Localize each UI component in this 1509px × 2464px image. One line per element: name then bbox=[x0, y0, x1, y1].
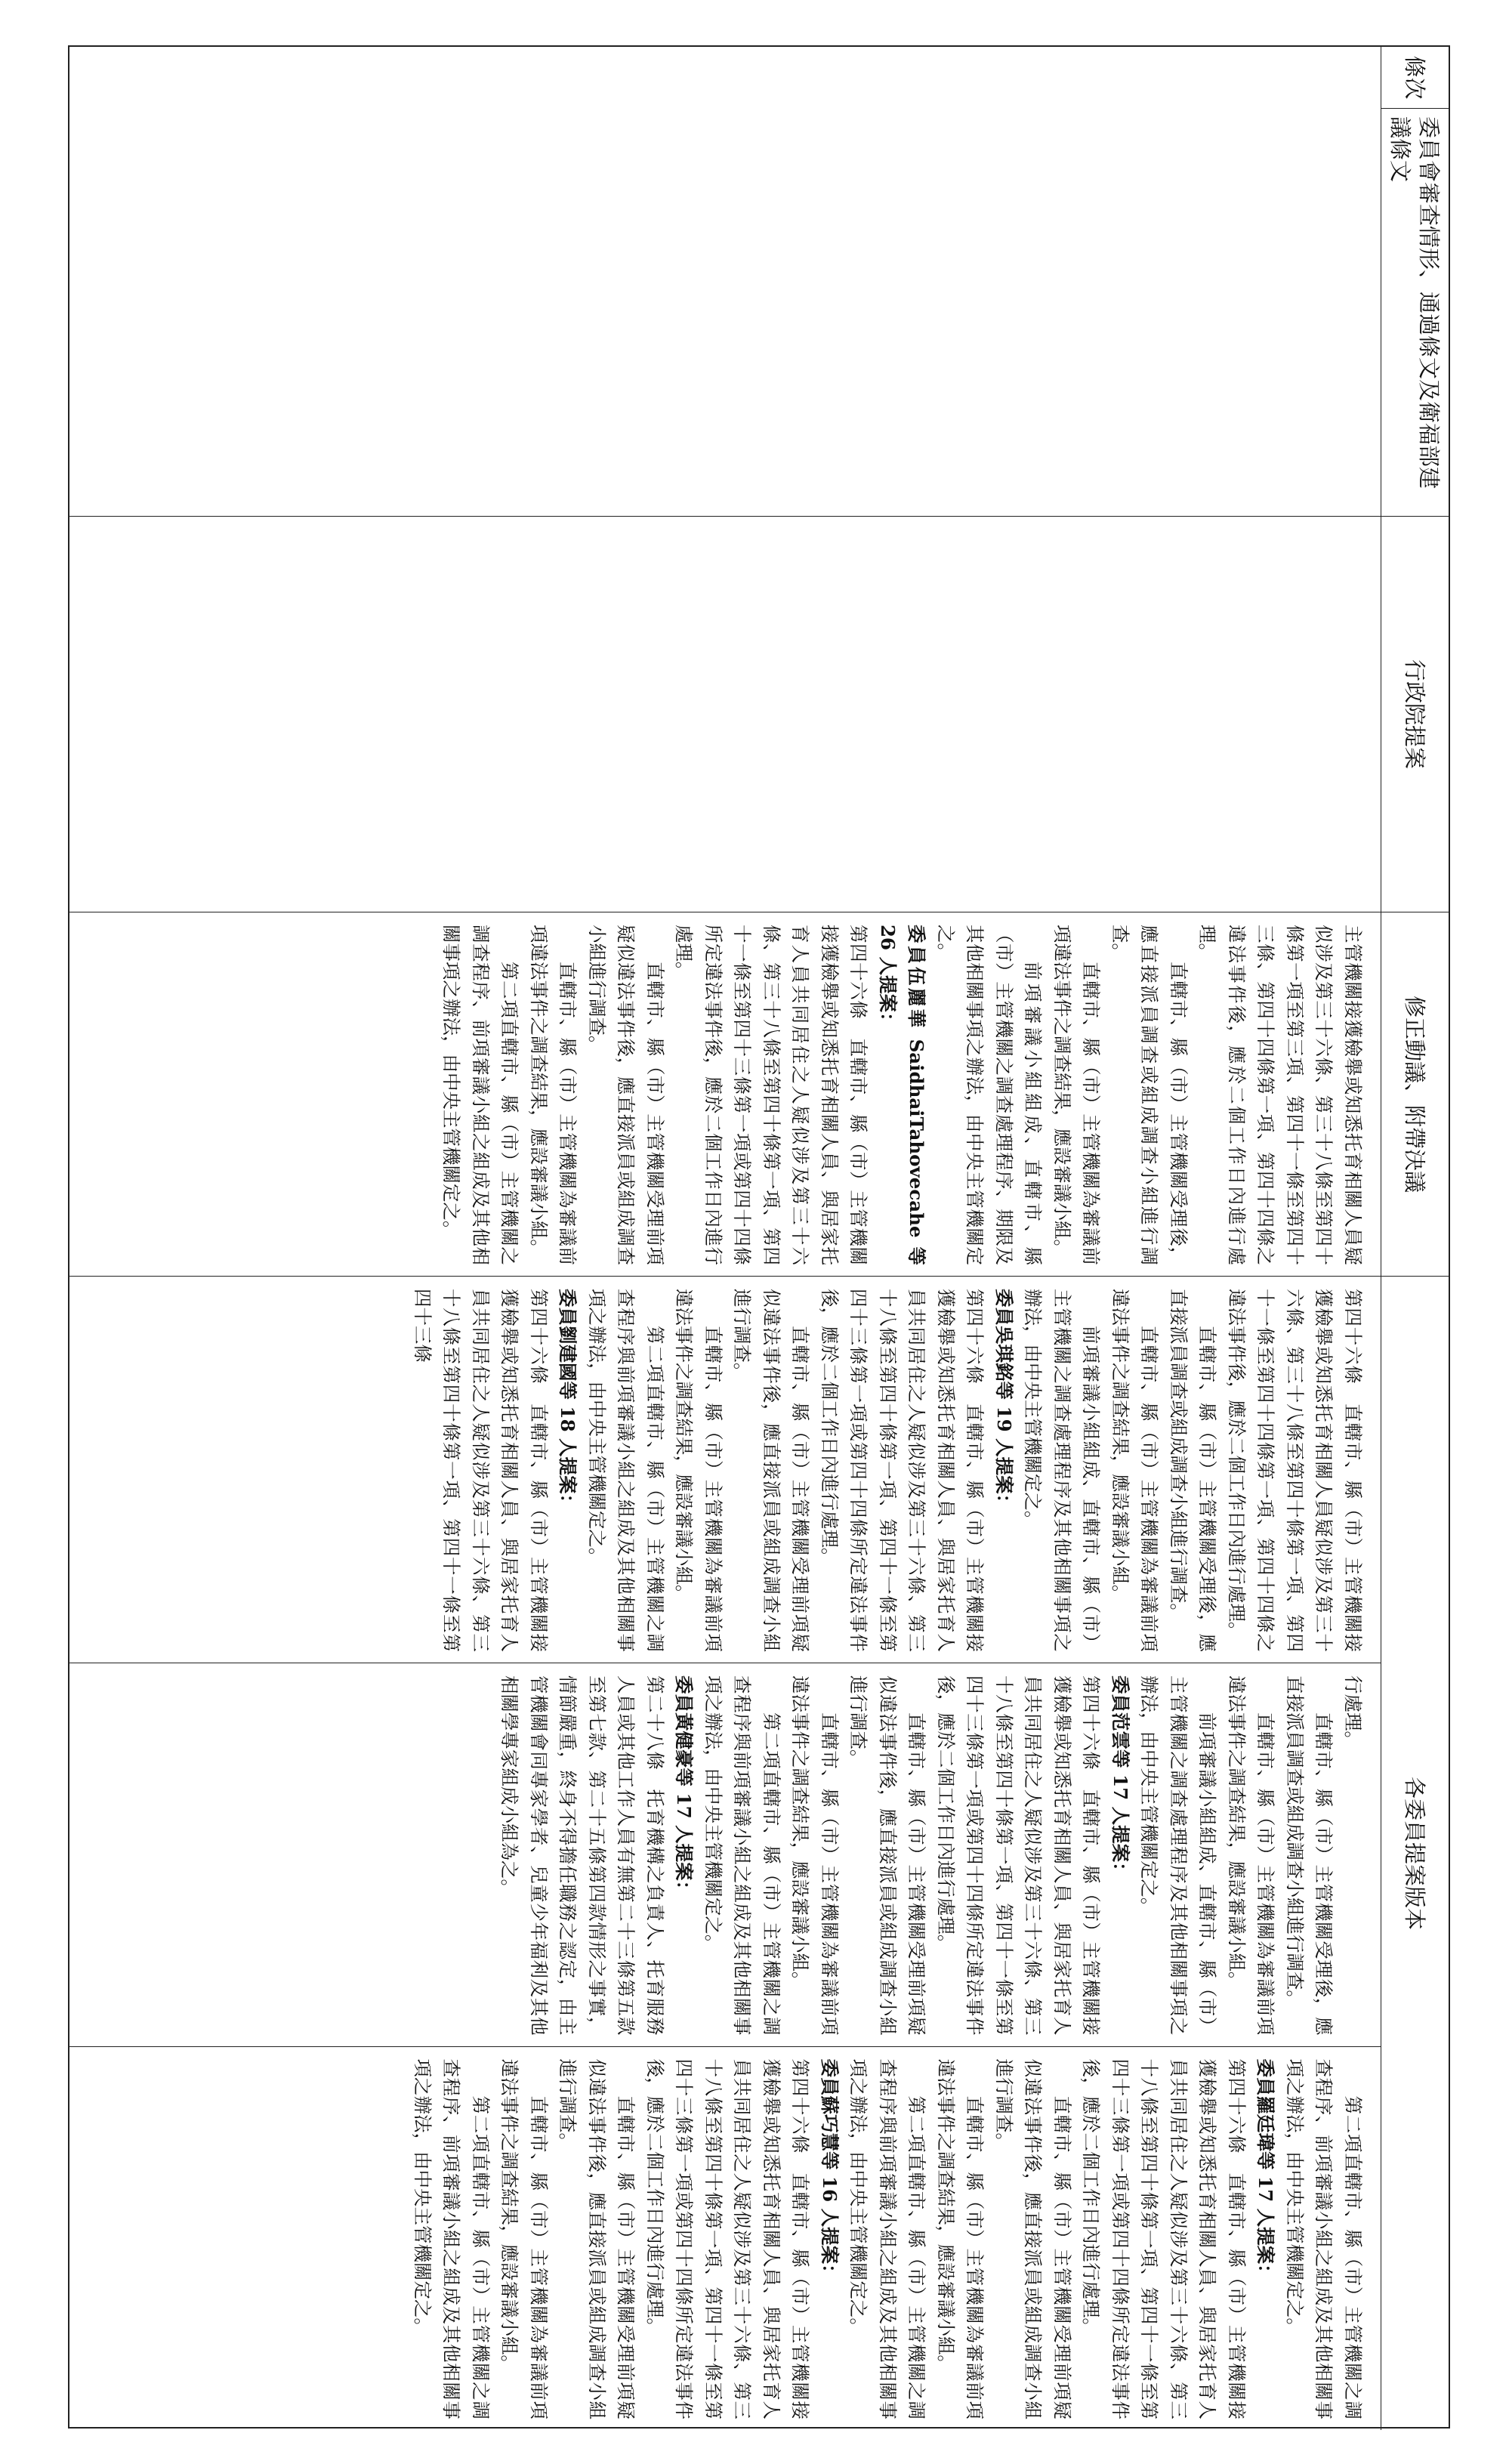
provision-paragraph: 直轄市、縣（市）主管機關受理後，應直接派員調查或組成調查小組進行調查。 bbox=[1284, 1675, 1335, 2036]
proposer-heading: 委員羅廷瑋等 17 人提案： bbox=[1254, 2058, 1277, 2283]
proposer-heading: 委員吳琪銘等 19 人提案： bbox=[993, 1289, 1015, 1513]
header-proposals: 各委員提案版本 bbox=[1381, 1277, 1449, 2430]
provision-paragraph: 第四十六條 直轄市、縣（市）主管機關接獲檢舉或知悉托育相關人員疑似涉及第三十六條、第三十八條至第四十條第一項、第四十一條至第四十四條第一項、第四十四條之違法事件後，應於二個工作日內進行處理。 bbox=[1226, 1289, 1364, 1652]
provision-paragraph: 第二項直轄市、縣（市）主管機關之調查程序、前項審議小組之組成及其他相關事項之辦法，由中央主管機關定之。 bbox=[1284, 2058, 1364, 2419]
provision-paragraph: 直轄市、縣（市）主管機關受理後，應直接派員調查或組成調查小組進行調查。 bbox=[1168, 1289, 1219, 1652]
provision-paragraph: 直轄市、縣（市）主管機關為審議前項違法事件之調查結果，應設審議小組。 bbox=[1051, 925, 1103, 1265]
provision-paragraph: 直轄市、縣（市）主管機關為審議前項違法事件之調查結果，應設審議小組。 bbox=[935, 2058, 986, 2419]
header-committee: 委員會審查情形、通過條文及衛福部建議條文 bbox=[1381, 109, 1449, 517]
provision-paragraph: 前項審議小組組成、直轄市、縣（市）主管機關之調查處理程序及其他相關事項之辦法，由中央主管機關定之。 bbox=[1022, 1289, 1103, 1652]
provision-paragraph: 直轄市、縣（市）主管機關受理前項疑似違法事件後，應直接派員或組成調查小組進行調查。 bbox=[586, 925, 666, 1265]
proposer-heading: 委員蘇巧慧等 16 人提案： bbox=[819, 2058, 841, 2283]
provision-paragraph: 第四十六條 直轄市、縣（市）主管機關接獲檢舉或知悉托育相關人員、與居家托育人員共同居住之人疑似涉及第三十六條、第三十八條至第四十條第一項、第四十一條至第四十三條第一項或第四十四條所定違法事件後，應於二個工作日內進行處理。 bbox=[644, 2058, 812, 2419]
proposal-column-1 bbox=[69, 912, 1381, 1277]
provision-paragraph: 前項審議小組組成、直轄市、縣（市）主管機關之調查處理程序及其他相關事項之辦法，由中央主管機關定之。 bbox=[1138, 1675, 1219, 2036]
provision-paragraph: 直轄市、縣（市）主管機關為審議前項違法事件之調查結果，應設審議小組。 bbox=[789, 1675, 841, 2036]
provision-paragraph: 第四十六條 直轄市、縣（市）主管機關接獲檢舉或知悉托育相關人員、與居家托育人員共同居住之人疑似涉及第三十六條、第三十八條至第四十條第一項、第四十一條至第四十三條第一項或第四十四條所定違法事件後，應於二個工作日內進行處理。 bbox=[673, 925, 870, 1265]
proposer-heading: 委員范雲等 17 人提案： bbox=[1109, 1675, 1131, 1881]
proposal-column-3 bbox=[69, 1663, 1381, 2047]
provision-paragraph: 直轄市、縣（市）主管機關為審議前項違法事件之調查結果，應設審議小組。 bbox=[1226, 1675, 1277, 2036]
executive-cell bbox=[69, 517, 1381, 912]
provision-paragraph: 直轄市、縣（市）主管機關為審議前項違法事件之調查結果，應設審議小組。 bbox=[673, 1289, 724, 1652]
proposer-heading: 委員劉建國等 18 人提案： bbox=[557, 1289, 579, 1513]
provision-paragraph: 第二項直轄市、縣（市）主管機關之調查程序與前項審議小組之組成及其他相關事項之辦法，由中央主管機關定之。 bbox=[586, 1289, 666, 1652]
provision-paragraph: 第二項直轄市、縣（市）主管機關之調查程序與前項審議小組之組成及其他相關事項之辦法，由中央主管機關定之。 bbox=[847, 2058, 928, 2419]
provision-paragraph: 第四十六條 直轄市、縣（市）主管機關接獲檢舉或知悉托育相關人員、與居家托育人員共同居住之人疑似涉及第三十六條、第三十八條至第四十條第一項、第四十一條至第四十三條第一項或第四十四條所定違法事件後，應於二個工作日內進行處理。 bbox=[1080, 2058, 1248, 2419]
provision-paragraph: 直轄市、縣（市）主管機關為審議前項違法事件之調查結果，應設審議小組。 bbox=[498, 2058, 550, 2419]
proposal-column-2 bbox=[69, 1277, 1381, 1663]
provision-paragraph: 直轄市、縣（市）主管機關受理後，應直接派員調查或組成調查小組進行調查。 bbox=[1109, 925, 1190, 1265]
comparison-table bbox=[68, 45, 1450, 2428]
proposal-columns-3-4 bbox=[69, 1663, 1381, 2430]
provision-paragraph: 直轄市、縣（市）主管機關受理前項疑似違法事件後，應直接派員或組成調查小組進行調查。 bbox=[993, 2058, 1073, 2419]
provision-paragraph: 直轄市、縣（市）主管機關為審議前項違法事件之調查結果，應設審議小組。 bbox=[528, 925, 579, 1265]
proposer-heading: 委員伍麗華 SaidhaiTahovecahe 等 26 人提案： bbox=[877, 925, 928, 1265]
proposal-column-4 bbox=[69, 2047, 1381, 2431]
provision-paragraph: 第二項直轄市、縣（市）主管機關之調查程序與前項審議小組之組成及其他相關事項之辦法，由中央主管機關定之。 bbox=[702, 1675, 782, 2036]
article-cell bbox=[69, 47, 1381, 109]
provision-paragraph: 行處理。 bbox=[1342, 1675, 1364, 1749]
provision-paragraph: 直轄市、縣（市）主管機關受理前項疑似違法事件後，應直接派員或組成調查小組進行調查。 bbox=[557, 2058, 637, 2419]
header-amendment: 修正動議、附帶決議 bbox=[1381, 912, 1449, 1277]
provision-paragraph: 第四十六條 直轄市、縣（市）主管機關接獲檢舉或知悉托育相關人員、與居家托育人員共同居住之人疑似涉及第三十六條、第三十八條至第四十條第一項、第四十一條至第四十三條第一項或第四十四條所定違法事件後，應於二個工作日內進行處理。 bbox=[935, 1675, 1103, 2036]
provision-paragraph: 主管機關接獲檢舉或知悉托育相關人員疑似涉及第三十六條、第三十八條至第四十條第一項至第三項、第四十一條至第四十三條、第四十四條第一項、第四十四條之違法事件後，應於二個工作日內進行處理。 bbox=[1196, 925, 1364, 1265]
provision-paragraph: 直轄市、縣（市）主管機關受理前項疑似違法事件後，應直接派員或組成調查小組進行調查。 bbox=[847, 1675, 928, 2036]
header-executive: 行政院提案 bbox=[1381, 517, 1449, 912]
header-article: 條次 bbox=[1381, 47, 1449, 109]
provision-paragraph: 前項審議小組組成、直轄市、縣（市）主管機關之調查處理程序、期限及其他相關事項之辦法，由中央主管機關定之。 bbox=[935, 925, 1045, 1265]
provision-paragraph: 直轄市、縣（市）主管機關為審議前項違法事件之調查結果，應設審議小組。 bbox=[1109, 1289, 1161, 1652]
provision-paragraph: 第二十八條 托育機構之負責人、托育服務人員或其他工作人員有無第二十三條第五款至第七款、第二十五條第四款情形之事實，情節嚴重，終身不得擔任職務之認定，由主管機關會同專家學者、兒童少年福利及其他相關學專家組成小組為之。 bbox=[498, 1675, 666, 2036]
provision-paragraph: 第二項直轄市、縣（市）主管機關之調查程序、前項審議小組之組成及其他相關事項之辦法，由中央主管機關定之。 bbox=[412, 2058, 492, 2419]
provision-paragraph: 第二項直轄市、縣（市）主管機關之調查程序、前項審議小組之組成及其他相關事項之辦法，由中央主管機關定之。 bbox=[440, 925, 521, 1265]
proposer-heading: 委員黃健豪等 17 人提案： bbox=[673, 1675, 696, 1900]
provision-paragraph: 第四十六條 直轄市、縣（市）主管機關接獲檢舉或知悉托育相關人員、與居家托育人員共同居住之人疑似涉及第三十六條、第三十八條至第四十條第一項、第四十一條至第四十三條 bbox=[412, 1289, 550, 1652]
provision-paragraph: 第四十六條 直轄市、縣（市）主管機關接獲檢舉或知悉托育相關人員、與居家托育人員共同居住之人疑似涉及第三十六條、第三十八條至第四十條第一項、第四十一條至第四十三條第一項或第四十四條所定違法事件後，應於二個工作日內進行處理。 bbox=[819, 1289, 986, 1652]
provision-paragraph: 直轄市、縣（市）主管機關受理前項疑似違法事件後，應直接派員或組成調查小組進行調查。 bbox=[731, 1289, 812, 1652]
committee-cell bbox=[69, 109, 1381, 517]
